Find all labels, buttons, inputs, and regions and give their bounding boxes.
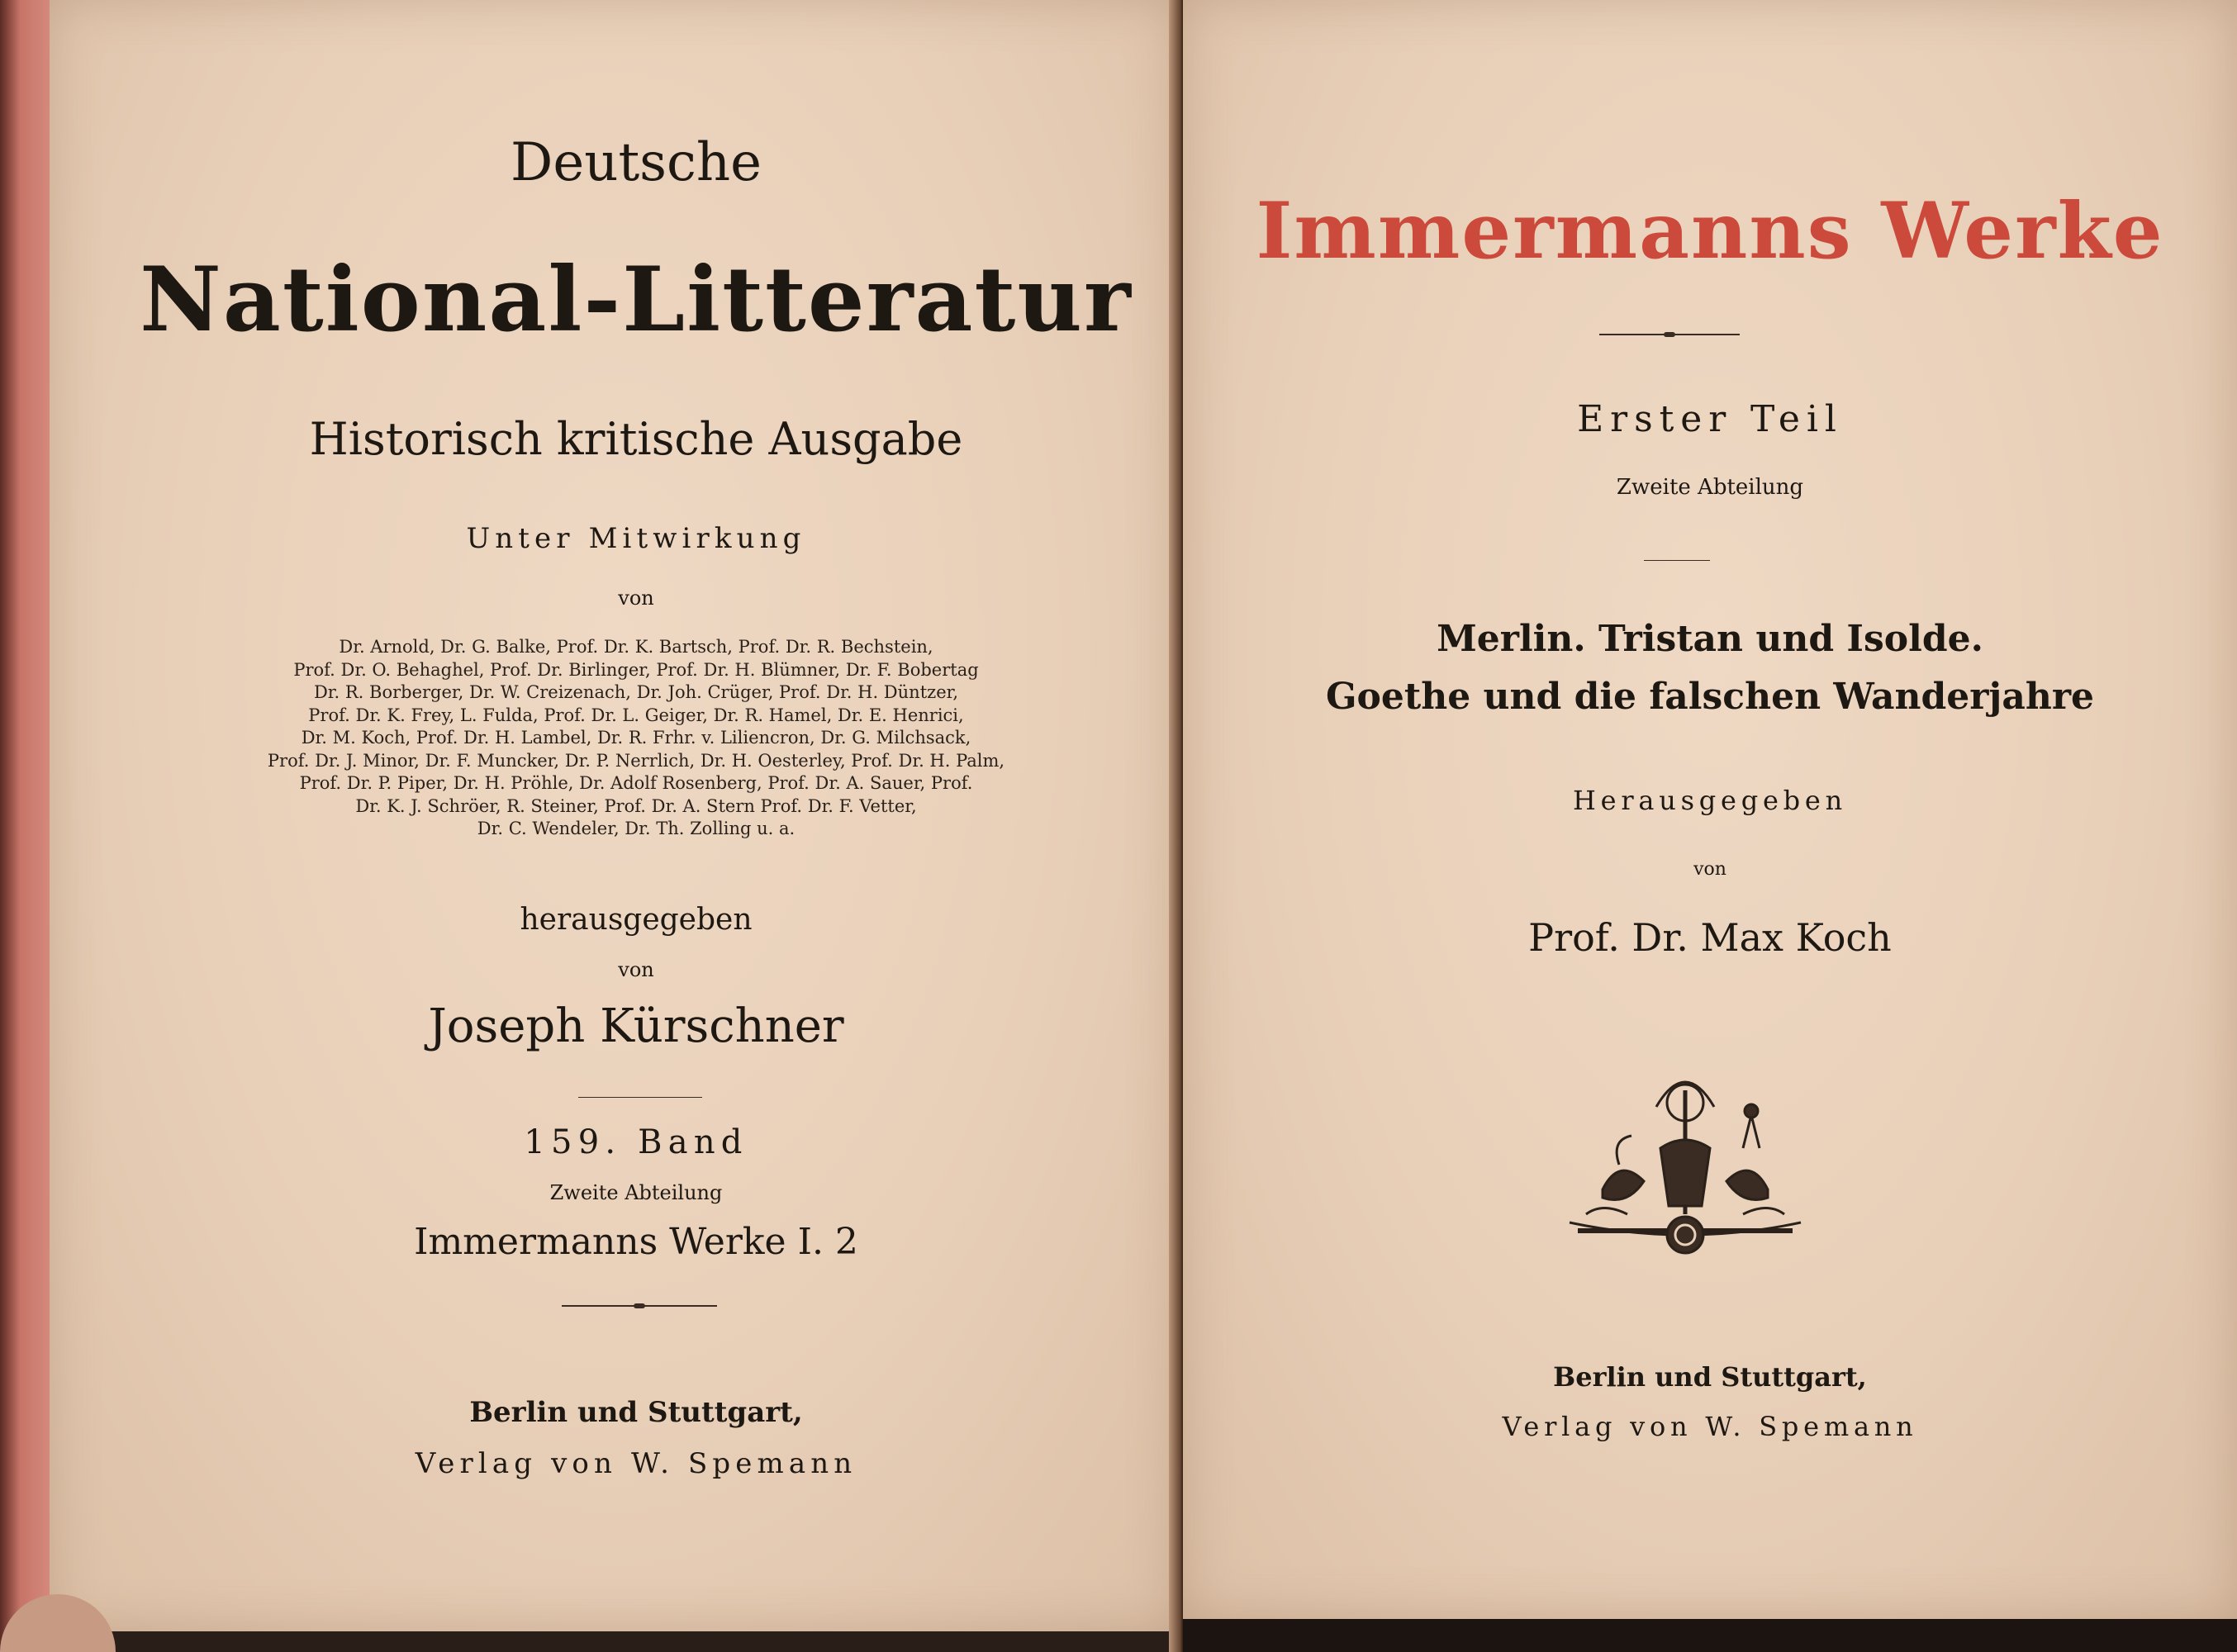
book-cover-bottom xyxy=(1183,1619,2237,1652)
right-divider-2 xyxy=(1644,560,1710,561)
left-von-2: von xyxy=(618,958,654,981)
left-place: Berlin und Stuttgart, xyxy=(469,1396,803,1429)
left-title-deutsche: Deutsche xyxy=(511,132,762,193)
right-place: Berlin und Stuttgart, xyxy=(1553,1361,1867,1393)
right-editor-name: Prof. Dr. Max Koch xyxy=(1528,915,1892,960)
right-contents-line-1: Merlin. Tristan und Isolde. xyxy=(1437,618,1983,660)
left-divider-1 xyxy=(578,1097,702,1098)
contributor-line: Prof. Dr. P. Piper, Dr. H. Pröhle, Dr. Adolf Rosenberg, Prof. Dr. A. Sauer, Prof. xyxy=(299,773,973,793)
left-subtitle: Historisch kritische Ausgabe xyxy=(309,413,963,465)
contributor-line: Dr. M. Koch, Prof. Dr. H. Lambel, Dr. R. Frhr. v. Liliencron, Dr. G. Milchsack, xyxy=(301,728,971,748)
right-title: Immermanns Werke xyxy=(1256,186,2164,277)
contributor-line: Prof. Dr. O. Behaghel, Prof. Dr. Birlinger, Prof. Dr. H. Blümner, Dr. F. Bobertag xyxy=(293,659,979,680)
right-part: Erster Teil xyxy=(1577,398,1843,440)
left-work: Immermanns Werke I. 2 xyxy=(414,1221,858,1263)
publisher-vignette-icon xyxy=(1553,1057,1817,1264)
left-editor-name: Joseph Kürschner xyxy=(428,999,844,1053)
left-volume: 159. Band xyxy=(524,1123,748,1161)
contributor-line: Dr. K. J. Schröer, R. Steiner, Prof. Dr. A. Stern Prof. Dr. F. Vetter, xyxy=(355,795,917,816)
contributor-line: Dr. C. Wendeler, Dr. Th. Zolling u. a. xyxy=(477,819,796,838)
right-division: Zweite Abteilung xyxy=(1616,475,1804,500)
left-cooperation: Unter Mitwirkung xyxy=(466,522,806,555)
left-title-national-litteratur: National-Litteratur xyxy=(140,248,1133,352)
contributors-list xyxy=(207,636,1066,841)
left-division: Zweite Abteilung xyxy=(549,1181,723,1204)
right-divider-ornament xyxy=(1664,332,1675,337)
right-von: von xyxy=(1693,859,1726,880)
left-divider-ornament xyxy=(634,1303,645,1308)
right-editor-label: Herausgegeben xyxy=(1572,785,1847,816)
contributor-line: Dr. R. Borberger, Dr. W. Creizenach, Dr. Joh. Crüger, Prof. Dr. H. Düntzer, xyxy=(313,682,959,702)
left-von-1: von xyxy=(618,586,654,610)
right-publisher: Verlag von W. Spemann xyxy=(1502,1411,1918,1442)
contributor-line: Dr. Arnold, Dr. G. Balke, Prof. Dr. K. Bartsch, Prof. Dr. R. Bechstein, xyxy=(339,637,933,657)
contributor-line: Prof. Dr. J. Minor, Dr. F. Muncker, Dr. P. Nerrlich, Dr. H. Oesterley, Prof. Dr. H. Palm, xyxy=(267,750,1005,771)
contributor-line: Prof. Dr. K. Frey, L. Fulda, Prof. Dr. L. Geiger, Dr. R. Hamel, Dr. E. Henrici, xyxy=(308,705,964,725)
left-publisher: Verlag von W. Spemann xyxy=(415,1447,857,1480)
right-contents-line-2: Goethe und die falschen Wanderjahre xyxy=(1325,676,2095,718)
left-editor-label: herausgegeben xyxy=(520,903,753,937)
